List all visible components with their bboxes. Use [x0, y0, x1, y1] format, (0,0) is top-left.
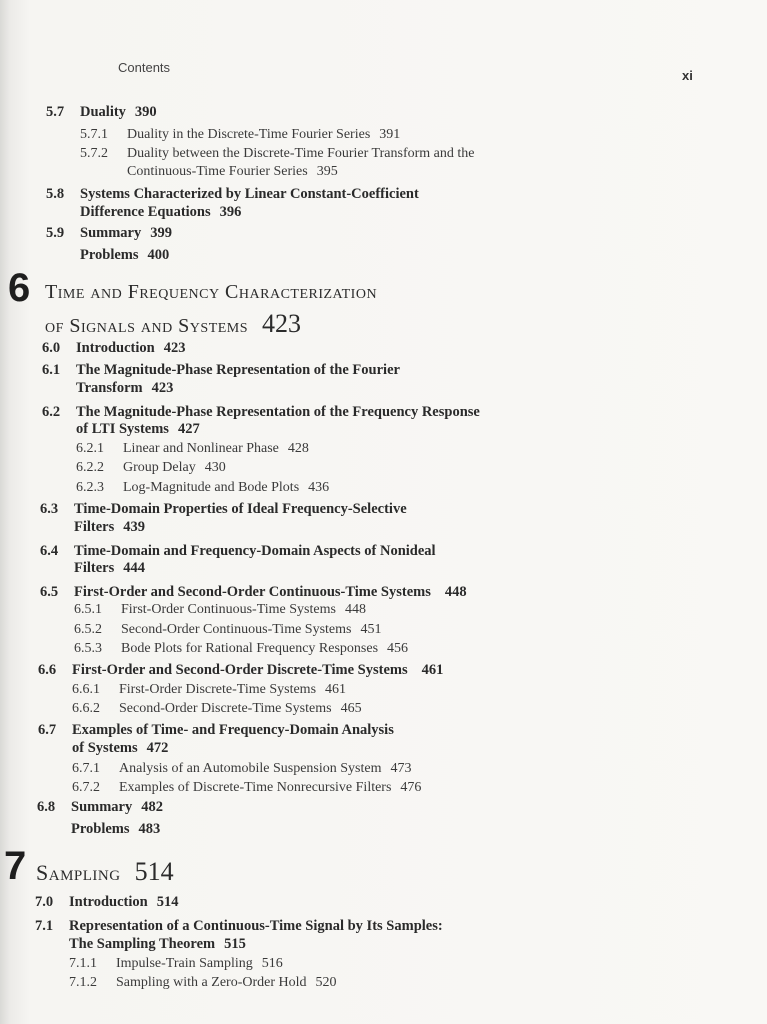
toc-entry-6-1: 6.1 The Magnitude-Phase Representation of the Fourier	[42, 362, 400, 378]
toc-entry-5-7: 5.7 Duality 390	[46, 104, 157, 120]
toc-entry-6-2-cont: of LTI Systems 427	[76, 421, 200, 437]
toc-entry-6-6-2: 6.6.2 Second-Order Discrete-Time Systems 465	[72, 701, 362, 716]
toc-entry-6-2-3: 6.2.3 Log-Magnitude and Bode Plots 436	[76, 480, 330, 495]
running-head: Contents	[118, 60, 171, 75]
chapter-6-title-line2: of Signals and Systems 423	[45, 309, 302, 338]
toc-entry-6-5-2: 6.5.2 Second-Order Continuous-Time Systems 451	[74, 622, 382, 637]
page-number: xi	[682, 68, 693, 83]
toc-entry-6-1-cont: Transform 423	[76, 380, 174, 396]
toc-entry-6-0: 6.0 Introduction 423	[42, 340, 186, 356]
toc-entry-6-problems: Problems 483	[71, 821, 161, 837]
toc-entry-5-7-2: 5.7.2 Duality between the Discrete-Time Fourier Transform and the	[80, 146, 475, 161]
toc-entry-7-1-2: 7.1.2 Sampling with a Zero-Order Hold 520	[69, 975, 337, 990]
toc-entry-6-8: 6.8 Summary 482	[37, 799, 163, 815]
toc-entry-6-4: 6.4 Time-Domain and Frequency-Domain Aspects of Nonideal	[40, 543, 436, 559]
chapter-6-title-line1: Time and Frequency Characterization	[45, 281, 378, 303]
toc-entry-6-5-1: 6.5.1 First-Order Continuous-Time Systems 448	[74, 602, 366, 617]
toc-entry-6-3-cont: Filters 439	[74, 519, 146, 535]
toc-entry-5-problems: Problems 400	[80, 247, 170, 263]
toc-entry-6-7-2: 6.7.2 Examples of Discrete-Time Nonrecursive Filters 476	[72, 780, 422, 795]
chapter-6-page: 423	[262, 309, 302, 338]
toc-entry-7-1-cont: The Sampling Theorem 515	[69, 936, 246, 952]
toc-entry-7-1: 7.1 Representation of a Continuous-Time Signal by Its Samples:	[35, 918, 443, 934]
toc-entry-7-0: 7.0 Introduction 514	[35, 894, 179, 910]
toc-entry-5-7-1: 5.7.1 Duality in the Discrete-Time Fourier Series 391	[80, 127, 401, 142]
toc-entry-5-7-2-cont: Continuous-Time Fourier Series 395	[127, 164, 338, 179]
toc-entry-6-2-1: 6.2.1 Linear and Nonlinear Phase 428	[76, 441, 309, 456]
chapter-7-page: 514	[134, 857, 174, 886]
toc-entry-6-7: 6.7 Examples of Time- and Frequency-Domain Analysis	[38, 722, 394, 738]
toc-entry-6-2-2: 6.2.2 Group Delay 430	[76, 460, 226, 475]
toc-entry-5-8-cont: Difference Equations 396	[80, 204, 242, 220]
toc-entry-6-5-3: 6.5.3 Bode Plots for Rational Frequency Responses 456	[74, 641, 409, 656]
toc-entry-6-4-cont: Filters 444	[74, 560, 146, 576]
toc-entry-6-6: 6.6 First-Order and Second-Order Discrete-Time Systems 461	[38, 662, 444, 678]
toc-entry-6-5: 6.5 First-Order and Second-Order Continuous-Time Systems 448	[40, 584, 467, 600]
toc-entry-7-1-1: 7.1.1 Impulse-Train Sampling 516	[69, 956, 283, 971]
toc-entry-6-7-cont: of Systems 472	[72, 740, 169, 756]
toc-entry-6-6-1: 6.6.1 First-Order Discrete-Time Systems 461	[72, 682, 347, 697]
toc-entry-6-7-1: 6.7.1 Analysis of an Automobile Suspension System 473	[72, 761, 412, 776]
chapter-7-title: Sampling 514	[36, 857, 174, 886]
chapter-6-number: 6	[8, 266, 31, 310]
toc-entry-6-2: 6.2 The Magnitude-Phase Representation of the Frequency Response	[42, 404, 480, 420]
toc-entry-5-9: 5.9 Summary 399	[46, 225, 172, 241]
toc-entry-5-8: 5.8 Systems Characterized by Linear Constant-Coefficient	[46, 186, 419, 202]
toc-entry-6-3: 6.3 Time-Domain Properties of Ideal Frequency-Selective	[40, 501, 407, 517]
chapter-7-number: 7	[4, 844, 27, 888]
